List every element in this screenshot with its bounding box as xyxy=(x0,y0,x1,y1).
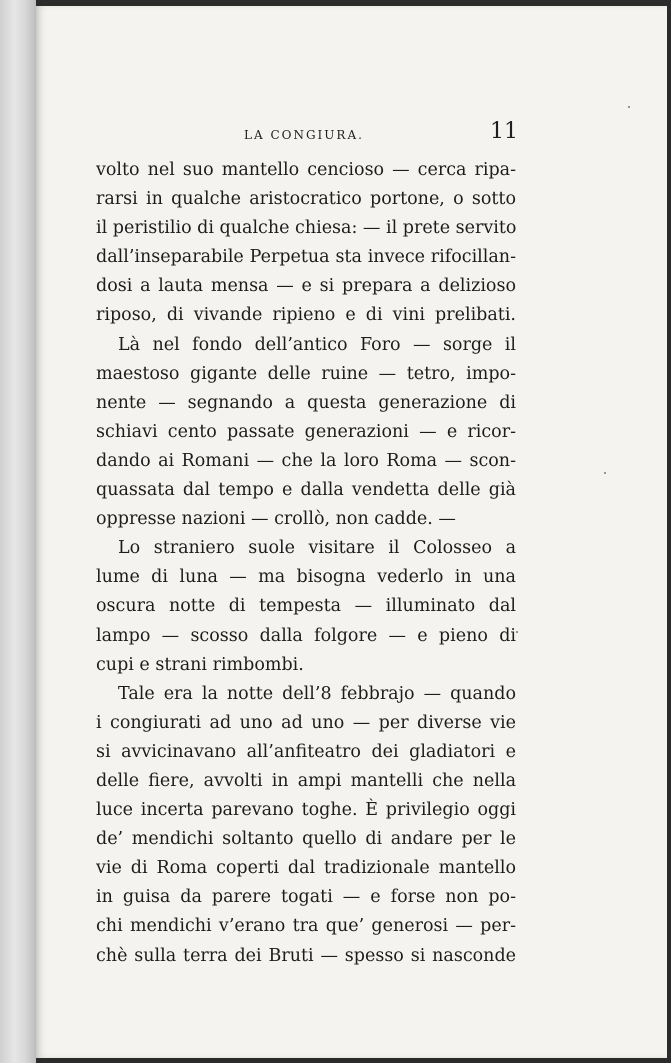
page-header xyxy=(36,119,667,149)
book-page xyxy=(36,6,667,1058)
text-line: chè sulla terra dei Bruti — spesso si nasconde xyxy=(96,945,516,966)
text-line: schiavi cento passate generazioni — e ricor- xyxy=(96,421,516,442)
text-line: luce incerta parevano toghe. È privilegio oggi xyxy=(96,800,516,821)
text-line: volto nel suo mantello cencioso — cerca ripa- xyxy=(96,160,516,180)
text-line: lampo — scosso dalla folgore — e pieno di xyxy=(96,625,516,646)
text-line: riposo, di vivande ripieno e di vini prelibati. xyxy=(96,305,516,326)
text-line: i congiurati ad uno ad uno — per diverse vie xyxy=(96,712,516,733)
text-line: delle fiere, avvolti in ampi mantelli che nella xyxy=(96,770,516,791)
text-line: nente — segnando a questa generazione di xyxy=(96,392,516,413)
text-line: chi mendichi v’erano tra que’ generosi — per- xyxy=(96,916,516,937)
text-line: vie di Roma coperti dal tradizionale mantello xyxy=(96,858,516,879)
body-text xyxy=(96,156,516,971)
text-line: lume di luna — ma bisogna vederlo in una xyxy=(96,567,516,588)
text-line: cupi e strani rimbombi. xyxy=(96,654,304,675)
text-line: Tale era la notte dell’8 febbrajo — quando xyxy=(118,683,516,704)
text-line: il peristilio di qualche chiesa: — il prete servito xyxy=(96,218,517,239)
paper-speck xyxy=(628,106,630,108)
running-title: LA CONGIURA. xyxy=(244,128,364,142)
text-line: maestoso gigante delle ruine — tetro, impo- xyxy=(96,363,516,384)
paper-speck xyxy=(604,472,606,474)
paper-speck xyxy=(516,631,518,633)
text-line: Là nel fondo dell’antico Foro — sorge il xyxy=(118,334,516,355)
text-line: oppresse nazioni — crollò, non cadde. — xyxy=(96,509,456,530)
text-line: rarsi in qualche aristocratico portone, o sotto xyxy=(96,189,516,210)
text-line: oscura notte di tempesta — illuminato dal xyxy=(96,596,516,617)
text-line: dall’inseparabile Perpetua sta invece rifocillan- xyxy=(96,247,516,268)
text-line: Lo straniero suole visitare il Colosseo a xyxy=(118,538,516,559)
page-number: 11 xyxy=(490,119,518,144)
text-line: de’ mendichi soltanto quello di andare per le xyxy=(96,829,516,850)
text-line: dosi a lauta mensa — e si prepara a delizioso xyxy=(96,276,516,297)
text-line: in guisa da parere togati — e forse non po- xyxy=(96,887,516,908)
page-gutter xyxy=(0,0,36,1063)
text-line: quassata dal tempo e dalla vendetta delle già xyxy=(96,480,516,501)
text-line: dando ai Romani — che la loro Roma — scon- xyxy=(96,450,516,471)
text-line: si avvicinavano all’anfiteatro dei gladiatori e xyxy=(96,741,516,762)
